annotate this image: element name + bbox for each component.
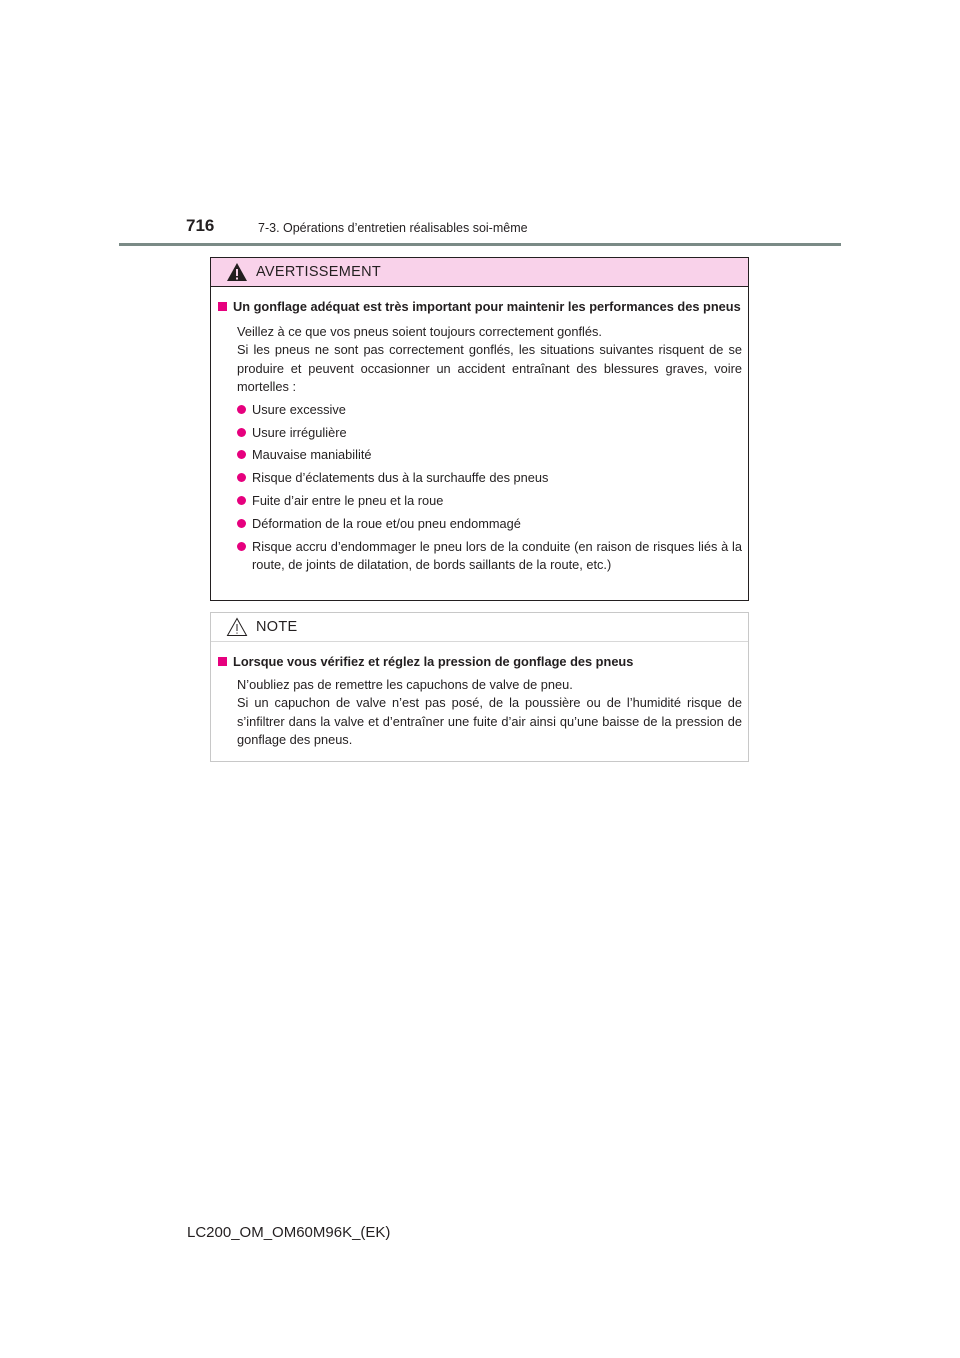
note-box [210, 612, 749, 762]
list-item [218, 492, 742, 511]
list-item [218, 424, 742, 443]
warning-triangle-icon [226, 262, 248, 282]
warning-heading [218, 298, 742, 317]
header-rule [119, 243, 841, 246]
section-title: 7-3. Opérations d’entretien réalisables soi-même [258, 221, 528, 235]
list-item [218, 446, 742, 465]
square-bullet-icon [218, 302, 227, 311]
list-item [218, 401, 742, 420]
note-body [211, 642, 748, 750]
warning-box-header [211, 258, 748, 287]
circle-bullet-icon [237, 428, 246, 437]
warning-body [211, 287, 748, 575]
list-item [218, 538, 742, 575]
note-paragraph-1: N’oubliez pas de remettre les capuchons de valve de pneu. [237, 676, 573, 692]
warning-paragraph-2: Si les pneus ne sont pas correctement gonflés, les situations suivantes risquent de se produire et peuvent occasionner un accident entraînant des blessures graves, voire mortelles : [237, 342, 742, 394]
circle-bullet-icon [237, 450, 246, 459]
warning-bullet-list [218, 401, 742, 575]
warning-paragraph-1: Veillez à ce que vos pneus soient toujours correctement gonflés. [237, 323, 602, 339]
list-item [218, 515, 742, 534]
note-title: NOTE [256, 619, 298, 635]
note-heading [218, 653, 742, 672]
circle-bullet-icon [237, 496, 246, 505]
list-item-text: Usure excessive [252, 401, 346, 417]
list-item [218, 469, 742, 488]
list-item-text: Risque d’éclatements dus à la surchauffe des pneus [252, 470, 549, 486]
note-heading-text: Lorsque vous vérifiez et réglez la pression de gonflage des pneus [233, 654, 634, 669]
list-item-text: Usure irrégulière [252, 424, 347, 440]
circle-bullet-icon [237, 542, 246, 551]
caution-triangle-icon [226, 617, 248, 637]
list-item-text: Risque accru d’endommager le pneu lors de la conduite (en raison de risques liés à la route, de joints de dilatation, de bords saillants de la route, etc.) [252, 538, 742, 573]
warning-title: AVERTISSEMENT [256, 264, 382, 280]
document-code: LC200_OM_OM60M96K_(EK) [187, 1224, 391, 1241]
list-item-text: Mauvaise maniabilité [252, 447, 372, 463]
circle-bullet-icon [237, 519, 246, 528]
warning-heading-text: Un gonflage adéquat est très important pour maintenir les performances des pneus [233, 299, 741, 314]
warning-box [210, 257, 749, 601]
circle-bullet-icon [237, 473, 246, 482]
square-bullet-icon [218, 657, 227, 666]
note-box-header [211, 613, 748, 642]
list-item-text: Fuite d’air entre le pneu et la roue [252, 492, 444, 508]
note-paragraph-2: Si un capuchon de valve n’est pas posé, de la poussière ou de l’humidité risque de s’infiltrer dans la valve et d’entraîner une fuite d’air ainsi qu’une baisse de la pression de gonflage des pneus. [237, 695, 742, 747]
circle-bullet-icon [237, 405, 246, 414]
list-item-text: Déformation de la roue et/ou pneu endommagé [252, 515, 521, 531]
page-number: 716 [186, 216, 215, 235]
